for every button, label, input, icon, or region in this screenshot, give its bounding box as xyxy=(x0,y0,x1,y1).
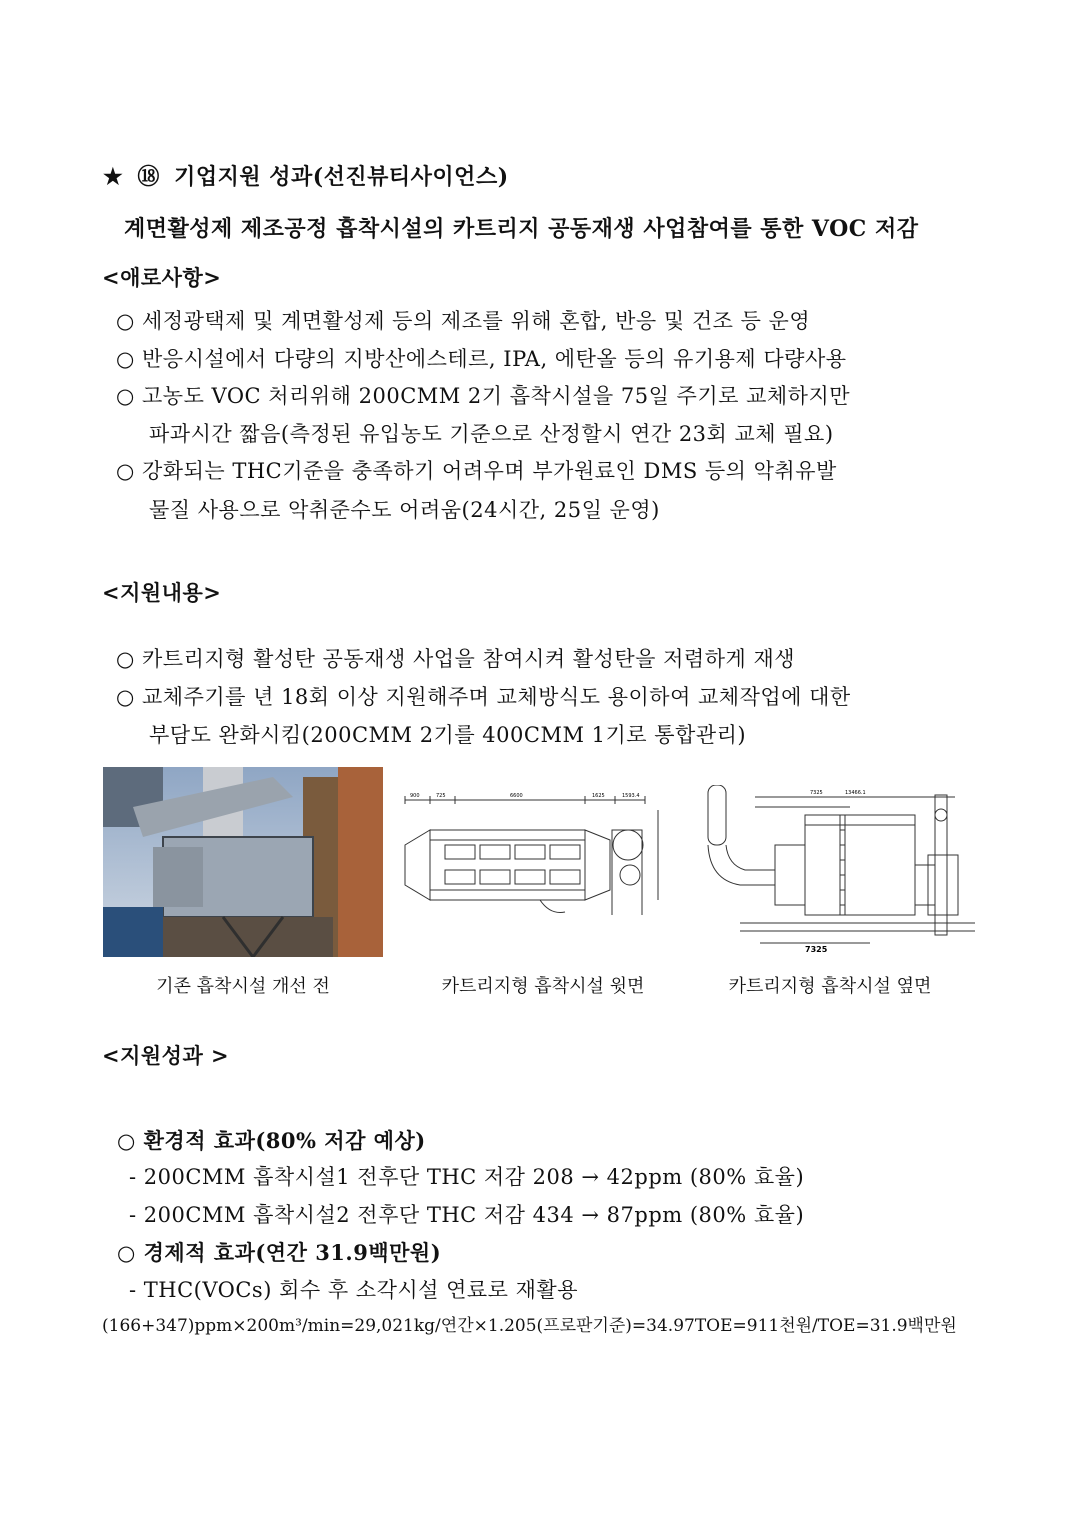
difficulty-item: ○ 고농도 VOC 처리위해 200CMM 2기 흡착시설을 75일 주기로 교체하지만 xyxy=(116,384,851,408)
economic-effect-item: - THC(VOCs) 회수 후 소각시설 연료로 재활용 xyxy=(129,1278,578,1302)
star-icon: ★ xyxy=(103,164,124,190)
dim-label: 725 xyxy=(436,793,446,799)
side-view-schematic xyxy=(700,785,980,955)
facility-photo-illustration xyxy=(103,767,383,957)
top-view-schematic xyxy=(400,790,665,915)
caption-side-view: 카트리지형 흡착시설 옆면 xyxy=(728,976,932,997)
dim-label: 6600 xyxy=(510,793,523,799)
economic-effect-title: ○ 경제적 효과(연간 31.9백만원) xyxy=(117,1240,442,1265)
section-number: ⑱ xyxy=(137,164,160,190)
difficulty-item: ○ 강화되는 THC기준을 충족하기 어려우며 부가원료인 DMS 등의 악취유발 xyxy=(116,459,837,483)
difficulty-item: ○ 세정광택제 및 계면활성제 등의 제조를 위해 혼합, 반응 및 건조 등 운영 xyxy=(116,309,811,333)
results-heading: <지원성과 > xyxy=(102,1043,230,1068)
existing-facility-photo xyxy=(103,767,383,957)
difficulties-heading: <애로사항> xyxy=(102,265,222,290)
section-title: 기업지원 성과(선진뷰티사이언스) xyxy=(174,164,509,190)
support-item-continued: 부담도 완화시킴(200CMM 2기를 400CMM 1기로 통합관리) xyxy=(149,723,747,747)
economic-calculation-formula: (166+347)ppm×200m³/min=29,021kg/연간×1.205(프로판기준)=34.97TOE=911천원/TOE=31.9백만원 xyxy=(102,1316,957,1336)
dim-label: 7325 xyxy=(810,790,823,796)
environmental-effect-item: - 200CMM 흡착시설2 전후단 THC 저감 434 → 87ppm (80% 효율) xyxy=(129,1203,805,1227)
support-item: ○ 교체주기를 년 18회 이상 지원해주며 교체방식도 용이하여 교체작업에 대한 xyxy=(116,685,851,709)
support-item: ○ 카트리지형 활성탄 공동재생 사업을 참여시켜 활성탄을 저렴하게 재생 xyxy=(116,647,796,671)
side-view-drawing xyxy=(700,785,980,955)
project-subtitle: 계면활성제 제조공정 흡착시설의 카트리지 공동재생 사업참여를 통한 VOC 저감 xyxy=(124,216,919,242)
caption-top-view: 카트리지형 흡착시설 윗면 xyxy=(441,976,645,997)
top-view-drawing xyxy=(400,790,665,915)
difficulty-item: ○ 반응시설에서 다량의 지방산에스테르, IPA, 에탄올 등의 유기용제 다량사용 xyxy=(116,347,847,371)
environmental-effect-item: - 200CMM 흡착시설1 전후단 THC 저감 208 → 42ppm (80% 효율) xyxy=(129,1165,805,1189)
dim-label: 900 xyxy=(410,793,420,799)
difficulty-item-continued: 파과시간 짧음(측정된 유입농도 기준으로 산정할시 연간 23회 교체 필요) xyxy=(149,422,834,446)
caption-existing-facility: 기존 흡착시설 개선 전 xyxy=(156,976,330,997)
environmental-effect-title: ○ 환경적 효과(80% 저감 예상) xyxy=(117,1128,426,1153)
difficulty-item-continued: 물질 사용으로 악취준수도 어려움(24시간, 25일 운영) xyxy=(149,498,660,522)
dim-label: 7325 xyxy=(805,945,828,954)
section-header xyxy=(103,160,509,191)
dim-label: 13466.1 xyxy=(845,790,866,796)
support-heading: <지원내용> xyxy=(102,580,222,605)
dim-label: 1625 xyxy=(592,793,605,799)
dim-label: 1593.4 xyxy=(622,793,640,799)
